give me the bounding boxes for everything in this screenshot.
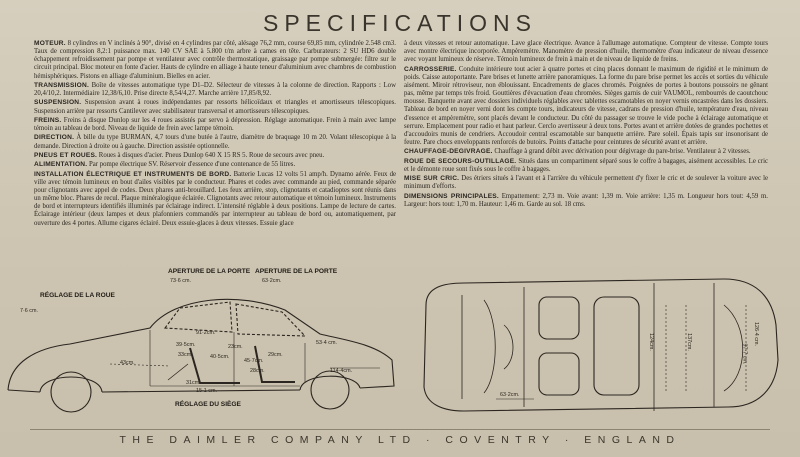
spec-heading: ROUE DE SECOURS-OUTILLAGE. xyxy=(404,157,517,165)
spec-section xyxy=(404,158,768,174)
spec-section xyxy=(404,148,768,156)
spec-section xyxy=(34,152,396,160)
spec-text: À bille du type BURMAN, 4,7 tours d'une butée à l'autre, diamètre de braquage 10 m 20. Volant télescopique à la demande. Direction à droite ou à gauche. Direction assistée optionnelle. xyxy=(34,134,396,150)
spec-section xyxy=(404,66,768,148)
spec-text: 8 cylindres en V inclinés à 90°, divisé en 4 cylindres par côté, alésage 76,2 mm, course 69,85 mm, cylindrée 2.548 cm3. Taux de compression 8,2:1 puissance max. 140 CV SAE à 5.800 t/m arbre à cames en tête. Carburateurs: 2 SU HD6 double échappement refroidissement par pompe et ventilateur avec contrôle thermostatique, graissage par pompe submergée: filtre sur le circuit principal. Bloc moteur en fonte d'acier. Hauts de cylindre en alliage à haute teneur d'aluminium avec chambres de combustion hémisphériques. Pistons en alliage d'aluminium. Bielles en acier. xyxy=(34,40,397,80)
side-dimension-label: 40·5cm. xyxy=(210,354,230,360)
spec-section xyxy=(34,134,396,150)
top-dimension-label: 137cm. xyxy=(685,333,692,351)
spec-text: Des étriers situés à l'avant et à l'arrière du véhicule permettent d'y fixer le cric et de soulever la voiture avec le minimum d'efforts. xyxy=(404,175,769,191)
footer-company-line: THE DAIMLER COMPANY LTD · COVENTRY · ENGLAND xyxy=(119,434,681,446)
top-dimension-label: 124cm. xyxy=(647,333,654,351)
side-dimension-label: 7·6 cm. xyxy=(20,308,38,314)
spec-text: Conduite intérieure tout acier à quatre portes et cinq places donnant le maximum de rigidité et le minimum de poids. Caisse autoportante. Pare brises et lunette arrière panoramiques. La forme du pare brise permet les accès et sorties du véhicule aisément. Miroir rétroviseur, non éblouissant. Encadrements de glaces chromés. Poignées de portes à boutons poussoirs ne gênant pas, même par temps très froid. Gouttières d'évacuation d'eau chromées. Sièges garnis de cuir VAUMOL, rembourrés de caoutchouc mousse. Banquette avant avec dossiers individuels réglables avec tablettes escamotables en noyer vernis encastrées dans les dossiers. Tableau de bord en noyer verni dont les compte tours, indicateurs de vitesse, cadrans de pression d'huile, température d'eau, niveau d'essence et ampèremètre, sont placés devant le conducteur. Du côté du passager se trouve le vide poche à éclairage automatique et serrure. Emplacement pour radio et haut parleur. Cerclo avertisseur à deux tons. Portes avant et arrière dotées de grandes pochettes et d'accoudoirs munis de cendriers. Accoudoir central escamotable sur banquette arrière. Pare soleil. Épais tapis sur insonorisant de feutre. Pare chocs enveloppants renforcés de butoirs. Points d'attache pour ceintures de sécurité avant et arrière. xyxy=(404,65,769,147)
spec-text: Empattement: 2,73 m. Voie avant: 1,39 m. Voie arrière: 1,35 m. Longueur hors tout: 4,59 m. Largeur: hors tout: 1,70 m. Hauteur: 1,46 m. Garde au sol. 18 cms. xyxy=(404,192,768,208)
spec-heading: ALIMENTATION. xyxy=(34,161,88,169)
side-dimension-label: 39·5cm. xyxy=(176,342,196,348)
spec-heading: DIMENSIONS PRINCIPALES. xyxy=(404,192,499,200)
side-dimension-label: 114·4cm. xyxy=(330,368,353,374)
side-dimension-label: 31cm. xyxy=(186,380,201,386)
side-dimension-label: 33cm. xyxy=(178,352,193,358)
spec-heading: INSTALLATION ÉLECTRIQUE ET INSTRUMENTS DE BORD. xyxy=(34,170,232,178)
side-dimension-label: 43cm. xyxy=(120,360,135,366)
side-dimension-label: 15·1 cm. xyxy=(196,388,217,394)
spec-text: Chauffage à grand débit avec dérivation pour dégivrage du pare-brise. Ventilateur à 2 vitesses. xyxy=(494,148,751,156)
side-dimension-label: 53·4 cm. xyxy=(316,340,337,346)
spec-text: Situés dans un compartiment séparé sous le coffre à bagages, aisément accessibles. Le cric et le démonte roue sont fixés sous le coffre à bagages. xyxy=(404,157,768,173)
side-dimension-label: 63·2cm. xyxy=(262,278,282,284)
footer-rule xyxy=(30,429,770,430)
spec-heading: CHAUFFAGE-DEGIVRAGE. xyxy=(404,148,493,156)
side-dimension-label: 45·7cm. xyxy=(244,358,264,364)
top-dimension-label: 63·2cm. xyxy=(500,392,520,398)
spec-section xyxy=(34,40,396,81)
spec-section xyxy=(34,117,396,133)
spec-heading: MISE SUR CRIC. xyxy=(404,175,460,183)
side-view-diagram xyxy=(0,268,400,428)
spec-text: Boîte de vitesses automatique type D1–D2. Sélecteur de vitesses à la colonne de direction. Rapports : Low 20,4/10,2. Intermédiaire 12,38/6,10. Prise directe 8,54/4,27. Marche arrière 17,85/8,92. xyxy=(34,81,396,98)
label-wheel-adjust: RÉGLAGE DE LA ROUE xyxy=(40,292,115,299)
spec-heading: CARROSSERIE. xyxy=(404,65,457,73)
side-dimension-label: 91·2cm. xyxy=(196,330,216,336)
spec-text: Roues à disques d'acier. Pneus Dunlop 640 X 15 RS 5. Roue de secours avec pneu. xyxy=(98,151,325,159)
spec-heading: SUSPENSION. xyxy=(34,99,82,107)
top-view-drawing xyxy=(404,265,790,430)
side-dimension-label: 73·6 cm. xyxy=(170,278,191,284)
spec-section xyxy=(404,40,768,64)
top-dimension-label: 126·4 cm. xyxy=(752,322,759,346)
spec-text: à deux vitesses et retour automatique. Lave glace électrique. Avance à l'allumage automatique. Compteur de vitesse. Compte tours avec montre électrique incorporée. Ampèremètre. Manomètre de pression d'huile, thermomètre d'eau indicateur de niveau d'essence avec voyant lumineux de réserve. Témoin lumineux de frein à main et de niveau de liquide de freins. xyxy=(404,40,768,64)
spec-section xyxy=(404,175,768,191)
right-spec-column xyxy=(404,40,768,210)
spec-text: Par pompe électrique SV. Réservoir d'essence d'une contenance de 55 litres. xyxy=(88,161,296,169)
spec-section xyxy=(34,171,396,228)
label-door-aperture-rear: APERTURE DE LA PORTE xyxy=(255,268,338,275)
spec-section xyxy=(34,82,396,98)
spec-section xyxy=(404,193,768,209)
spec-section xyxy=(34,99,396,115)
top-view-diagram xyxy=(404,265,790,430)
top-dimension-label: 97·7 cm. xyxy=(741,343,748,365)
spec-heading: PNEUS ET ROUES. xyxy=(34,151,98,159)
spec-heading: MOTEUR. xyxy=(34,40,66,47)
page-title: SPECIFICATIONS xyxy=(263,10,537,36)
spec-text: Freins à disque Dunlop sur les 4 roues assistés par servo à dépression. Réglage automatique. Frein à main avec lampe témoin au tableau de bord. Niveau de liquide de frein avec lampe témoin. xyxy=(34,116,397,133)
side-dimension-label: 23cm. xyxy=(228,344,243,350)
spec-text: Suspension avant à roues indépendantes par ressorts hélicoïdaux et triangles et amortisseurs télescopiques. Suspension arrière par ressorts Cantilever avec stabilisateur transversal et amortisseurs télescopiques. xyxy=(34,99,397,115)
spec-heading: TRANSMISSION. xyxy=(34,81,89,89)
spec-text: Batterie Lucas 12 volts 51 amp/h. Dynamo aérée. Feux de ville avec témoin lumineux en bout d'ailes visibles par le conducteur. Phares et codes avec commande au pied, commande séparée pour clignotants avec appel de codes. Deux phares anti-brouillard. Les feux arrière, stop, clignotants et catadioptes sont réunis dans un même bloc. Phares de recul. Plaque minéralogique éclairée. Clignotants avec retour automatique et témoin lumineux. Instruments de bord et interrupteurs identifiés illuminés par éclairage indirect. L'intensité réglable à deux positions. Lampe de lecture de cartes. Éclairage intérieur (deux lampes et deux plafonniers commandés par interrupteur au tableau de bord ou, automatiquement, par ouverture des 4 portes. Allume cigares éclairé. Deux essuie-glaces à deux vitesses. Essuie glace xyxy=(34,170,396,227)
spec-heading: FREINS. xyxy=(34,116,62,124)
spec-section xyxy=(34,161,396,169)
label-seat-adjust: RÉGLAGE DU SIÈGE xyxy=(175,401,241,408)
spec-heading: DIRECTION. xyxy=(34,134,75,142)
left-spec-column xyxy=(34,40,396,229)
side-dimension-label: 28cm. xyxy=(250,368,265,374)
side-dimension-label: 29cm. xyxy=(268,352,283,358)
label-door-aperture-front: APERTURE DE LA PORTE xyxy=(168,268,251,275)
